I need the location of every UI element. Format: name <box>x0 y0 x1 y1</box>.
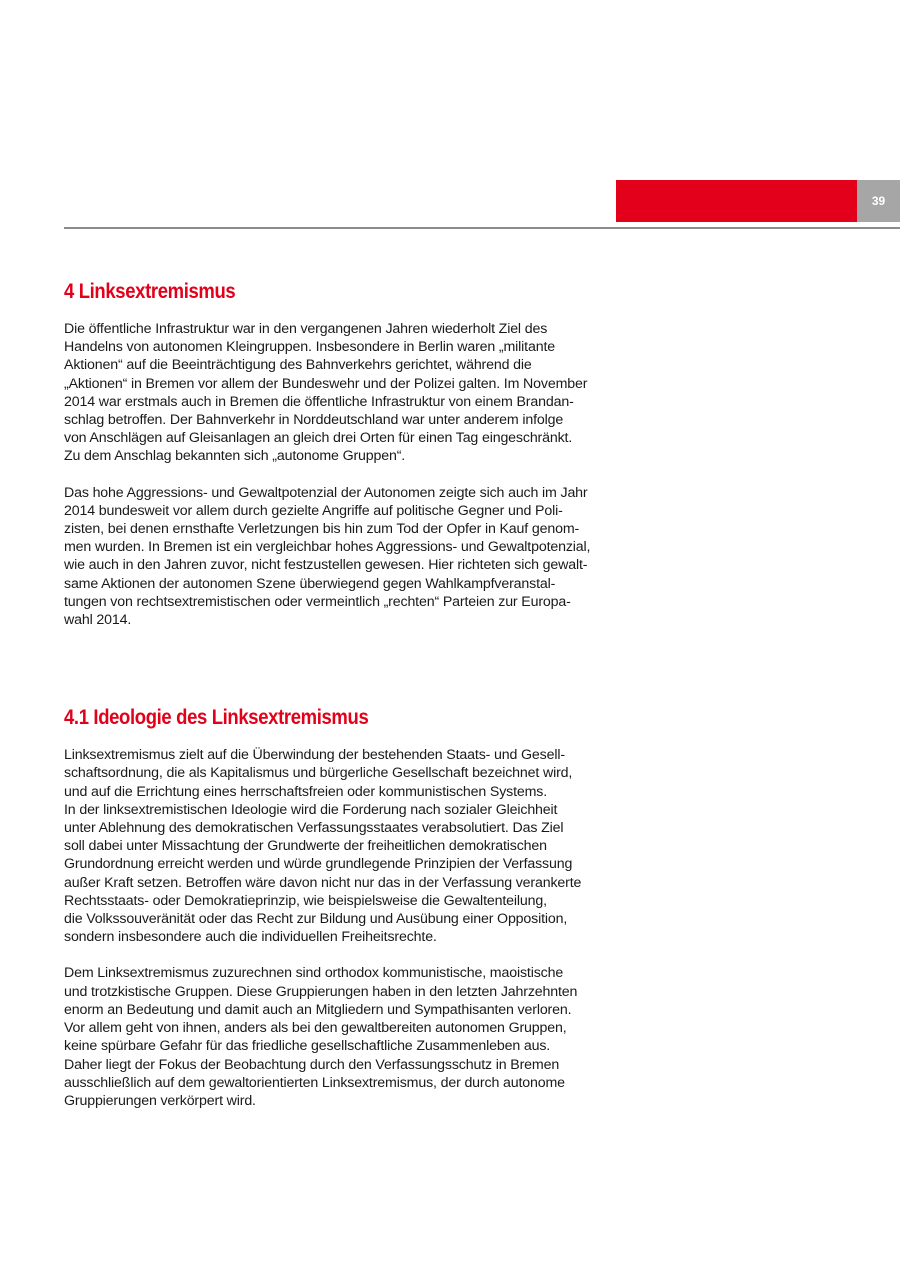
text-line: sondern insbesondere auch die individuellen Freiheitsrechte. <box>64 929 437 946</box>
text-line: die Volkssouveränität oder das Recht zur Bildung und Ausübung einer Opposition, <box>64 911 568 928</box>
text-line: Linksextremismus zielt auf die Überwindung der bestehenden Staats- und Gesell- <box>64 747 565 764</box>
text-line: außer Kraft setzen. Betroffen wäre davon nicht nur das in der Verfassung verankerte <box>64 874 582 891</box>
section-title: 4 Linksextremismus <box>64 280 236 303</box>
text-line: zisten, bei denen ernsthafte Verletzungen bis hin zum Tod der Opfer in Kauf genom- <box>64 521 580 538</box>
text-line: „Aktionen“ in Bremen vor allem der Bundeswehr und der Polizei galten. Im November <box>64 375 588 392</box>
text-line: keine spürbare Gefahr für das friedliche gesellschaftliche Zusammenleben aus. <box>64 1038 551 1055</box>
body-paragraph <box>64 320 616 466</box>
page-number: 39 <box>857 180 900 222</box>
text-line: Dem Linksextremismus zuzurechnen sind orthodox kommunistische, maoistische <box>64 965 564 982</box>
text-line: Grundordnung erreicht werden und würde grundlegende Prinzipien der Verfassung <box>64 856 573 873</box>
text-line: Aktionen“ auf die Beeinträchtigung des Bahnverkehrs gerichtet, während die <box>64 357 532 374</box>
text-line: soll dabei unter Missachtung der Grundwerte der freiheitlichen demokratischen <box>64 838 547 855</box>
body-paragraph <box>64 746 616 946</box>
text-line: Handelns von autonomen Kleingruppen. Insbesondere in Berlin waren „militante <box>64 339 555 356</box>
page-content <box>64 276 616 1110</box>
text-line: schaftsordnung, die als Kapitalismus und bürgerliche Gesellschaft bezeichnet wird, <box>64 765 573 782</box>
text-line: wahl 2014. <box>64 612 132 629</box>
text-line: wie auch in den Jahren zuvor, nicht festzustellen gewesen. Hier richteten sich gewalt- <box>64 557 588 574</box>
text-line: und auf die Errichtung eines herrschaftsfreien oder kommunistischen Systems. <box>64 783 548 800</box>
text-line: men wurden. In Bremen ist ein vergleichbar hohes Aggressions- und Gewaltpotenzial, <box>64 539 591 556</box>
subsection-title: 4.1 Ideologie des Linksextremismus <box>64 706 369 730</box>
body-paragraph <box>64 964 616 1110</box>
text-line: 2014 war erstmals auch in Bremen die öffentliche Infrastruktur von einem Brandan- <box>64 393 574 410</box>
text-line: unter Ablehnung des demokratischen Verfassungsstaates verabsolutiert. Das Ziel <box>64 820 564 837</box>
text-line: Rechtsstaats- oder Demokratieprinzip, wie beispielsweise die Gewaltenteilung, <box>64 892 547 909</box>
text-line: Daher liegt der Fokus der Beobachtung durch den Verfassungsschutz in Bremen <box>64 1056 560 1073</box>
text-line: Die öffentliche Infrastruktur war in den vergangenen Jahren wiederholt Ziel des <box>64 321 548 337</box>
text-line: ausschließlich auf dem gewaltorientierten Linksextremismus, der durch autonome <box>64 1074 565 1091</box>
text-line: Das hohe Aggressions- und Gewaltpotenzial der Autonomen zeigte sich auch im Jahr <box>64 484 588 501</box>
body-paragraph <box>64 484 616 630</box>
text-line: same Aktionen der autonomen Szene überwiegend gegen Wahlkampfveranstal- <box>64 575 556 592</box>
text-line: von Anschlägen auf Gleisanlagen an gleich drei Orten für einen Tag eingeschränkt. <box>64 430 573 447</box>
text-line: Vor allem geht von ihnen, anders als bei den gewaltbereiten autonomen Gruppen, <box>64 1020 567 1037</box>
text-line: 2014 bundesweit vor allem durch gezielte Angriffe auf politische Gegner und Poli- <box>64 502 563 519</box>
text-line: Zu dem Anschlag bekannten sich „autonome Gruppen“. <box>64 448 406 465</box>
text-line: tungen von rechtsextremistischen oder vermeintlich „rechten“ Parteien zur Europa- <box>64 593 571 610</box>
text-line: enorm an Bedeutung und damit auch an Mitgliedern und Sympathisanten verloren. <box>64 1001 572 1018</box>
text-line: Gruppierungen verkörpert wird. <box>64 1092 256 1109</box>
text-line: In der linksextremistischen Ideologie wird die Forderung nach sozialer Gleichheit <box>64 801 558 818</box>
text-line: schlag betroffen. Der Bahnverkehr in Norddeutschland war unter anderem infolge <box>64 412 564 429</box>
header-accent-bar <box>616 180 857 222</box>
text-line: und trotzkistische Gruppen. Diese Gruppierungen haben in den letzten Jahrzehnten <box>64 983 578 1000</box>
header-divider <box>64 227 900 229</box>
